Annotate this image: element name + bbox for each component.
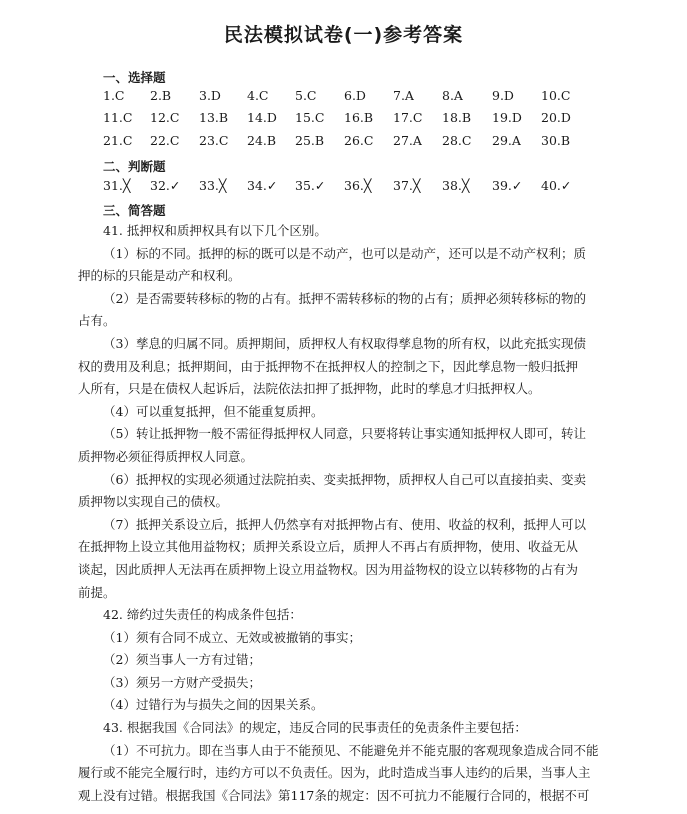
- answer-item: 25.B: [295, 133, 325, 148]
- text-line: 观上没有过错。根据我国《合同法》第117条的规定：因不可抗力不能履行合同的，根据不可: [78, 787, 590, 803]
- answer-item: 20.D: [541, 110, 571, 125]
- text-line: （1）标的不同。抵押的标的既可以是不动产，也可以是动产，还可以是不动产权利；质: [103, 245, 586, 261]
- answer-item: 9.D: [492, 88, 514, 103]
- answer-item: 17.C: [393, 110, 423, 125]
- answer-item: 21.C: [103, 133, 133, 148]
- choice-row: [0, 110, 687, 128]
- text-line: （2）是否需要转移标的物的占有。抵押不需转移标的物的占有；质押必须转移标的物的: [103, 290, 586, 306]
- text-line: 谈起，因此质押人无法再在质押物上设立用益物权。因为用益物权的设立以转移物的占有为: [78, 561, 579, 577]
- answer-item: 22.C: [150, 133, 180, 148]
- answer-item: 24.B: [247, 133, 277, 148]
- section-heading-short: 三、简答题: [103, 203, 166, 218]
- answer-item: 15.C: [295, 110, 325, 125]
- section-heading-choice: 一、选择题: [103, 70, 166, 85]
- text-line: 41. 抵押权和质押权具有以下几个区别。: [103, 223, 327, 238]
- answer-item: 11.C: [103, 110, 133, 125]
- answer-item: 14.D: [247, 110, 277, 125]
- answer-item: 36.╳: [344, 178, 372, 193]
- text-line: （3）须另一方财产受损失；: [103, 674, 261, 690]
- answer-item: 38.╳: [442, 178, 470, 193]
- text-line: 占有。: [78, 313, 116, 329]
- answer-item: 29.A: [492, 133, 521, 148]
- text-line: （1）须有合同不成立、无效或被撤销的事实；: [103, 629, 361, 645]
- text-line: （4）过错行为与损失之间的因果关系。: [103, 697, 324, 713]
- answer-item: 18.B: [442, 110, 472, 125]
- text-line: 在抵押物上设立其他用益物权；质押关系设立后，质押人不再占有质押物，使用、收益无从: [78, 539, 579, 555]
- answer-item: 19.D: [492, 110, 522, 125]
- text-line: 43. 根据我国《合同法》的规定，违反合同的民事责任的免责条件主要包括：: [103, 720, 527, 736]
- answer-body: [78, 220, 614, 807]
- answer-item: 28.C: [442, 133, 472, 148]
- answer-item: 8.A: [442, 88, 463, 103]
- text-line: 42. 缔约过失责任的构成条件包括：: [103, 607, 302, 623]
- judge-row: [0, 178, 687, 196]
- answer-item: 40.✓: [541, 178, 572, 193]
- text-line: 人所有，只是在债权人起诉后，法院依法扣押了抵押物，此时的孳息才归抵押权人。: [78, 381, 541, 397]
- text-line: 前提。: [78, 584, 116, 600]
- text-line: （3）孳息的归属不同。质押期间，质押权人有权取得孳息物的所有权，以此充抵实现债: [103, 335, 586, 351]
- answer-item: 33.╳: [199, 178, 227, 193]
- answer-item: 12.C: [150, 110, 180, 125]
- answer-item: 35.✓: [295, 178, 326, 193]
- text-line: 权的费用及利息；抵押期间，由于抵押物不在抵押权人的控制之下，因此孳息物一般归抵押: [78, 358, 579, 374]
- answer-item: 37.╳: [393, 178, 421, 193]
- answer-item: 23.C: [199, 133, 229, 148]
- choice-row: [0, 133, 687, 151]
- answer-item: 1.C: [103, 88, 125, 103]
- section-heading-judge: 二、判断题: [103, 159, 166, 174]
- answer-item: 31.╳: [103, 178, 131, 193]
- answer-item: 4.C: [247, 88, 269, 103]
- answer-item: 30.B: [541, 133, 571, 148]
- text-line: （6）抵押权的实现必须通过法院拍卖、变卖抵押物，质押权人自己可以直接拍卖、变卖: [103, 471, 586, 487]
- answer-item: 6.D: [344, 88, 366, 103]
- choice-row: [0, 88, 687, 106]
- answer-item: 2.B: [150, 88, 172, 103]
- page-title: 民法模拟试卷(一)参考答案: [223, 24, 464, 46]
- answer-item: 34.✓: [247, 178, 278, 193]
- answer-item: 16.B: [344, 110, 374, 125]
- text-line: （7）抵押关系设立后，抵押人仍然享有对抵押物占有、使用、收益的权利，抵押人可以: [103, 516, 586, 532]
- text-line: （4）可以重复抵押，但不能重复质押。: [103, 403, 324, 419]
- answer-item: 7.A: [393, 88, 414, 103]
- text-line: 质押物必须征得质押权人同意。: [78, 448, 254, 464]
- text-line: 押的标的只能是动产和权利。: [78, 268, 241, 284]
- answer-item: 32.✓: [150, 178, 181, 193]
- answer-item: 5.C: [295, 88, 317, 103]
- answer-item: 10.C: [541, 88, 571, 103]
- text-line: 质押物以实现自己的债权。: [78, 494, 229, 510]
- answer-item: 39.✓: [492, 178, 523, 193]
- text-line: （2）须当事人一方有过错；: [103, 652, 261, 668]
- answer-item: 27.A: [393, 133, 422, 148]
- text-line: 履行或不能完全履行时，违约方可以不负责任。因为，此时造成当事人违约的后果，当事人主: [78, 765, 591, 781]
- answer-item: 3.D: [199, 88, 221, 103]
- text-line: （5）转让抵押物一般不需征得抵押权人同意，只要将转让事实通知抵押权人即可，转让: [103, 426, 586, 442]
- answer-item: 13.B: [199, 110, 229, 125]
- text-line: （1）不可抗力。即在当事人由于不能预见、不能避免并不能克服的客观现象造成合同不能: [103, 742, 599, 758]
- answer-item: 26.C: [344, 133, 374, 148]
